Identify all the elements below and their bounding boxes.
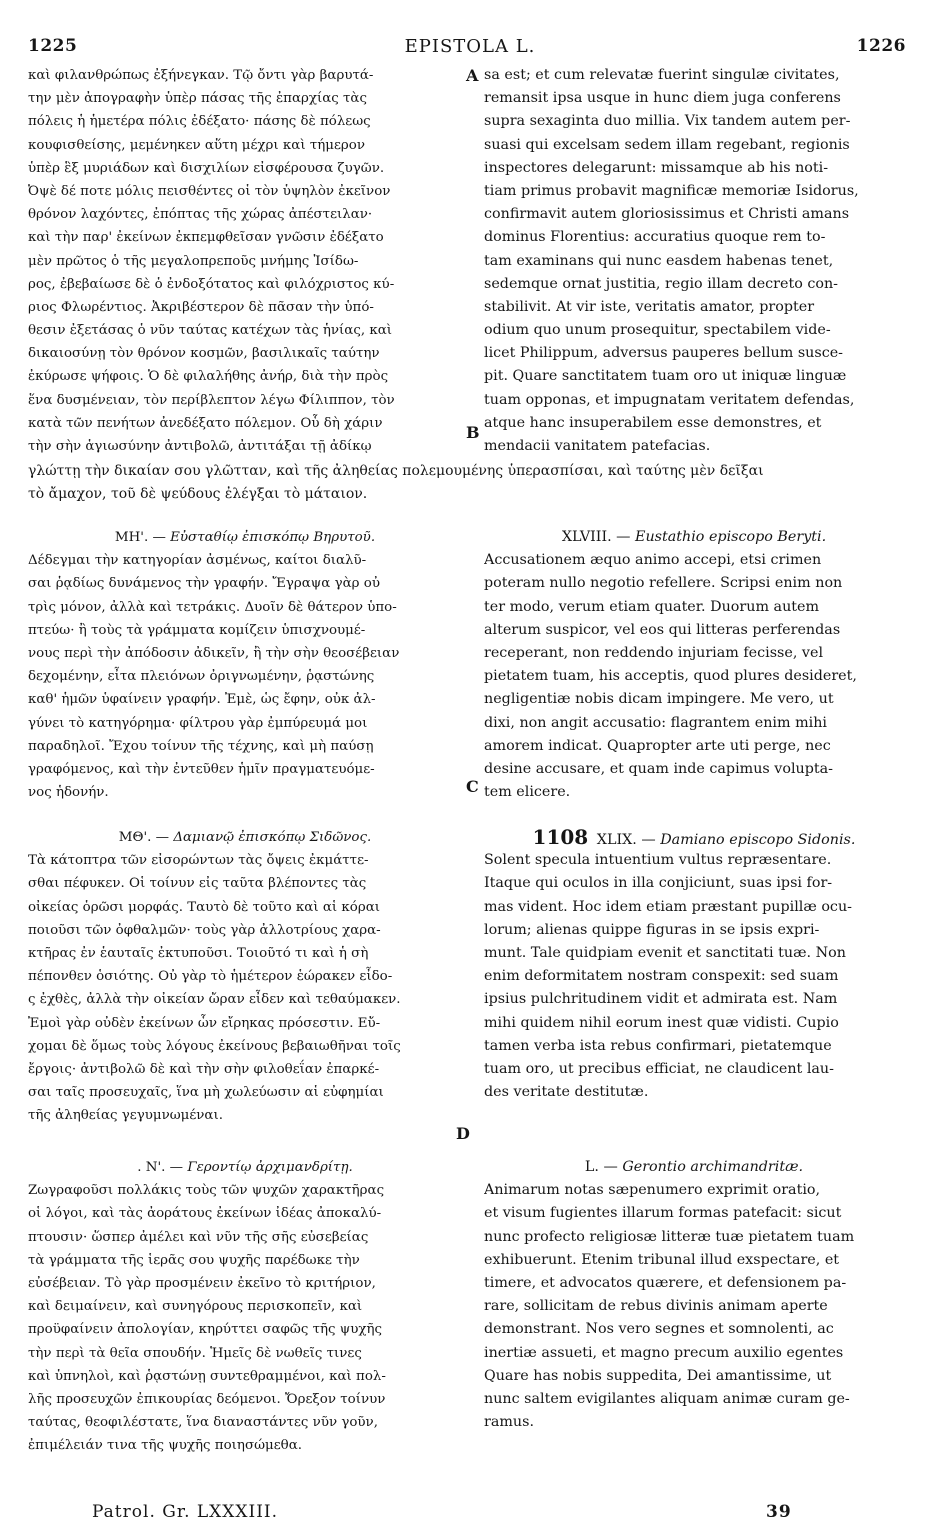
- text-line: timere, et advocatos quærere, et defensionem pa-: [484, 1274, 847, 1291]
- text-line: odium quo unum prosequitur, spectabilem vide-: [484, 322, 831, 339]
- text-line: χομαι δὲ ὅμως τοὺς λόγους ἐκείνους βεβαιωθῆναι τοῖς: [28, 1038, 401, 1054]
- text-line: ὑπὲρ ἓξ μυριάδων καὶ δισχιλίων εἰσφέρουσα ζυγῶν.: [28, 160, 385, 176]
- letter-number: ΜΗ'.: [114, 530, 149, 545]
- text-line: ρος, ἐβεβαίωσε δὲ ὁ ἐνδοξότατος καὶ φιλόχριστος κύ-: [28, 276, 395, 292]
- full-width-line: [28, 460, 908, 506]
- text-line: sa est; et cum relevatæ fuerint singulæ civitates,: [484, 67, 840, 83]
- text-line: καὶ φιλανθρώπως ἐξήνεγκαν. Τῷ ὄντι γὰρ βαρυτά-: [28, 68, 374, 83]
- text-line: ipsius pulchritudinem vidit et admirata est. Nam: [484, 991, 838, 1008]
- text-line: tamen verba ista rebus confirmari, pietatemque: [484, 1037, 832, 1054]
- letter-addressee: Damiano episcopo Sidonis.: [660, 832, 856, 848]
- text-line: exhibuerunt. Etenim tribunal illud exspectare, et: [484, 1251, 840, 1268]
- text-line: dominus Florentius: accuratius quoque rem to-: [484, 229, 826, 246]
- letter-number: XLVIII.: [561, 529, 612, 545]
- text-line: τῆς ἀληθείας γεγυμνωμέναι.: [28, 1108, 223, 1124]
- text-line: πέπονθεν ὁσιότης. Οὐ γὰρ τὸ ἡμέτερον ἑώρακεν εἶδο-: [28, 969, 393, 985]
- text-line: τὴν περὶ τὰ θεῖα σπουδήν. Ἡμεῖς δὲ νωθεῖς τινες: [28, 1345, 362, 1361]
- text-line: nunc profecto religiosæ litteræ tuæ pietatem tuam: [484, 1228, 855, 1245]
- letter-addressee: Δαμιανῷ ἐπισκόπῳ Σιδῶνος.: [173, 830, 372, 845]
- text-line: Accusationem æquo animo accepi, etsi crimen: [484, 552, 822, 569]
- letter-addressee: Εὐσταθίῳ ἐπισκόπῳ Βηρυτοῦ.: [170, 530, 376, 545]
- text-line: πόλεις ἡ ἡμετέρα πόλις ἐδέξατο· πάσης δὲ πόλεως: [28, 114, 371, 130]
- text-line: Ζωγραφοῦσι πολλάκις τοὺς τῶν ψυχῶν χαρακτῆρας: [28, 1183, 385, 1199]
- text-line: γλώττῃ τὴν δικαίαν σου γλῶτταν, καὶ τῆς ἀληθείας πολεμουμένης ὑπερασπίσαι, καὶ ταύτης μὲν δεῖξαι: [28, 463, 764, 479]
- column-number-left: 1225: [28, 36, 78, 56]
- margin-marker-c: C: [466, 777, 479, 796]
- text-line: κτῆρας ἐν ἑαυταῖς ἐκτυποῦσι. Τοιοῦτό τι καὶ ἡ σὴ: [28, 945, 369, 961]
- text-line: πτεύω· ἢ τοὺς τὰ γράμματα κομίζειν ὑπισχνουμέ-: [28, 622, 366, 638]
- letter-48-latin: [484, 526, 904, 804]
- text-line: ἐκύρωσε ψήφοις. Ὁ δὲ φιλαλήθης ἀνήρ, διὰ τὴν πρὸς: [28, 369, 389, 385]
- text-line: Animarum notas sæpenumero exprimit oratio,: [484, 1182, 821, 1199]
- column-number-right: 1226: [856, 36, 906, 56]
- text-line: desine accusare, et quam inde capimus volupta-: [484, 760, 834, 777]
- text-line: demonstrant. Nos vero segnes et somnolenti, ac: [484, 1321, 834, 1338]
- text-line: τὸ ἄμαχον, τοῦ δὲ ψεύδους ἐλέγξαι τὸ μάταιον.: [28, 486, 368, 503]
- letter-heading-greek: . Ν'. — Γεροντίῳ ἀρχιμανδρίτῃ.: [137, 1160, 353, 1175]
- text-line: receperant, non reddendo injuriam fecisse, vel: [484, 644, 824, 661]
- text-line: γύνει τὸ κατηγόρημα· φίλτρου γὰρ ἐμπύρευμά μοι: [28, 715, 368, 731]
- text-line: alterum suspicor, vel eos qui litteras perferendas: [484, 621, 841, 638]
- text-line: sedemque ornat justitia, regio illam decreto con-: [484, 275, 839, 292]
- text-line: γραφόμενος, καὶ τὴν ἐντεῦθεν ἡμῖν πραγματευόμε-: [28, 761, 375, 777]
- text-line: τρὶς μόνον, ἀλλὰ καὶ τετράκις. Δυοῖν δὲ θάτερον ὑπο-: [28, 599, 397, 615]
- letter-48-greek: [28, 526, 462, 804]
- text-line: enim deformitatem nostram conspexit: sed suam: [484, 968, 839, 985]
- text-line: negligentiæ nobis dicam impingere. Me vero, ut: [484, 691, 834, 708]
- text-line: tuam oro, ut precibus efficiat, ne claudicent lau-: [484, 1060, 834, 1077]
- text-line: Solent specula intuentium vultus repræsentare.: [484, 852, 832, 869]
- text-line: nunc saltem evigilantes aliquam animæ curam ge-: [484, 1390, 850, 1407]
- letter-addressee: Γεροντίῳ ἀρχιμανδρίτῃ.: [187, 1160, 353, 1175]
- text-line: mihi quidem nihil eorum inest quæ vidisti. Cupio: [484, 1014, 839, 1031]
- latin-column-top: [484, 64, 904, 458]
- letter-number: XLIX.: [596, 832, 637, 848]
- text-line: rare, sollicitam de rebus divinis animam aperte: [484, 1298, 828, 1315]
- text-line: δεχομένην, εἶτα πλειόνων ὀριγνωμένην, ῥᾳστώνης: [28, 669, 375, 685]
- text-line: ποιοῦσι τῶν ὀφθαλμῶν· τοὺς γὰρ ἀλλοτρίους χαρα-: [28, 922, 381, 938]
- text-line: munt. Tale quidpiam evenit et sanctitati tuæ. Non: [484, 944, 846, 961]
- text-line: tam examinans qui nunc easdem habenas tenet,: [484, 252, 834, 269]
- text-line: προϋφαίνειν ἀπολογίαν, κηρύττει σαφῶς τῆς ψυχῆς: [28, 1322, 383, 1338]
- text-line: Τὰ κάτοπτρα τῶν εἰσορώντων τὰς ὄψεις ἐκμάττε-: [28, 853, 369, 869]
- letter-49-latin: [484, 826, 904, 1104]
- text-line: tiam primus probavit magnificæ memoriæ Isidorus,: [484, 182, 859, 199]
- letter-49-greek: [28, 826, 462, 1127]
- letter-number: . Ν'.: [137, 1160, 166, 1175]
- text-line: dixi, non angit accusatio: flagrantem enim mihi: [484, 714, 827, 731]
- text-line: πτουσιν· ὥσπερ ἀμέλει καὶ νῦν τῆς σῆς εὐσεβείας: [28, 1229, 369, 1245]
- text-line: νους περὶ τὴν ἀπόδοσιν ἀδικεῖν, ἢ τὴν σὴν θεοσέβειαν: [28, 645, 400, 661]
- text-line: des veritate destitutæ.: [484, 1084, 649, 1101]
- text-line: καὶ δειμαίνειν, καὶ συνηγόρους περισκοπεῖν, καὶ: [28, 1299, 363, 1315]
- text-line: atque hanc insuperabilem esse demonstres, et: [484, 414, 822, 431]
- letter-heading-greek: ΜΗ'. — Εὐσταθίῳ ἐπισκόπῳ Βηρυτοῦ.: [114, 530, 376, 545]
- letter-heading-latin: L. — Gerontio archimandritæ.: [584, 1159, 804, 1175]
- text-line: ς ἐχθὲς, ἀλλὰ τὴν οἰκείαν ὤραν εἶδεν καὶ τεθαύμακεν.: [28, 992, 401, 1008]
- text-line: et visum fugientes illarum formas patefacit: sicut: [484, 1205, 842, 1222]
- text-line: ριος Φλωρέντιος. Ἀκριβέστερον δὲ πᾶσαν τὴν ὑπό-: [28, 299, 374, 315]
- greek-column-top: [28, 64, 462, 458]
- text-line: ἕνα δυσμένειαν, τὸν περίβλεπτον λέγω Φίλιππον, τὸν: [28, 392, 395, 408]
- text-line: inertiæ assueti, et magno precum auxilio egentes: [484, 1344, 844, 1361]
- footer-series: Patrol. Gr. LXXXIII.: [92, 1502, 279, 1522]
- margin-marker-a: A: [466, 66, 479, 85]
- text-line: amorem indicat. Quapropter arte uti perge, nec: [484, 737, 831, 754]
- text-line: confirmavit autem gloriosissimus et Christi amans: [484, 206, 850, 223]
- text-line: Δέδεγμαι τὴν κατηγορίαν ἀσμένως, καίτοι διαλῦ-: [28, 553, 367, 569]
- letter-heading-greek: ΜΘ'. — Δαμιανῷ ἐπισκόπῳ Σιδῶνος.: [118, 830, 372, 845]
- letter-heading-latin: 1108 XLIX. — Damiano episcopo Sidonis.: [532, 826, 856, 849]
- letter-number: ΜΘ'.: [118, 830, 152, 845]
- text-line: licet Philippum, adversus pauperes bellum susce-: [484, 345, 843, 362]
- letter-addressee: Gerontio archimandritæ.: [622, 1159, 804, 1175]
- letter-number: L.: [584, 1159, 599, 1175]
- text-line: σθαι πέφυκεν. Οἱ τοίνυν εἰς ταῦτα βλέποντες τὰς: [28, 876, 367, 892]
- text-line: remansit ipsa usque in hunc diem juga conferens: [484, 90, 841, 107]
- text-line: stabilivit. At vir iste, veritatis amator, propter: [484, 298, 815, 315]
- text-line: ἔργοις· ἀντιβολῶ δὲ καὶ τὴν σὴν φιλοθεΐαν ἐπαρκέ-: [28, 1061, 380, 1077]
- text-line: poteram nullo negotio refellere. Scripsi enim non: [484, 575, 843, 592]
- text-line: λῆς προσευχῶν ἐπικουρίας δεόμενοι. Ὄρεξον τοίνυν: [28, 1391, 386, 1407]
- text-line: μὲν πρῶτος ὁ τῆς μεγαλοπρεποῦς μνήμης Ἰσίδω-: [28, 253, 359, 269]
- text-line: καὶ ὑπνηλοὶ, καὶ ῥᾳστώνῃ συντεθραμμένοι, καὶ πολ-: [28, 1368, 386, 1384]
- running-title: EPISTOLA L.: [404, 36, 536, 57]
- text-line: τὴν σὴν ἁγιωσύνην ἀντιβολῶ, ἀντιτάξαι τῇ ἀδίκῳ: [28, 439, 372, 454]
- text-line: σαι ταῖς προσευχαῖς, ἵνα μὴ χωλεύωσιν αἱ εὐφημίαι: [28, 1085, 384, 1101]
- letter-50-latin: [484, 1156, 904, 1434]
- text-line: εὐσέβειαν. Τὸ γὰρ προσμένειν ἐκεῖνο τὸ κριτήριον,: [28, 1275, 376, 1291]
- text-line: παραδηλοῖ. Ἔχου τοίνυν τῆς τέχνης, καὶ μὴ παύσῃ: [28, 738, 374, 754]
- text-line: κατὰ τῶν πενήτων ἀνεδέξατο πόλεμον. Οὗ δὴ χάριν: [28, 415, 383, 431]
- text-line: pietatem tuam, his acceptis, quod plures desideret,: [484, 668, 857, 685]
- text-line: δικαιοσύνῃ τὸν θρόνον κοσμῶν, βασιλικαῖς ταύτην: [28, 346, 380, 362]
- text-line: καθ' ἡμῶν ὑφαίνειν γραφήν. Ἐμὲ, ὡς ἔφην, οὐκ ἀλ-: [28, 692, 376, 708]
- text-line: την μὲν ἀπογραφὴν ὑπὲρ πάσας τῆς ἐπαρχίας τὰς: [28, 91, 367, 107]
- text-line: Ἐμοὶ γὰρ οὐδὲν ἐκείνων ὧν εἴρηκας πρόσεστιν. Εὔ-: [28, 1015, 381, 1031]
- letter-heading-latin: XLVIII. — Eustathio episcopo Beryti.: [561, 529, 827, 545]
- text-line: οἰκείας ὁρῶσι μορφάς. Ταυτὸ δὲ τοῦτο καὶ αἱ κόραι: [28, 899, 380, 915]
- text-line: θεσιν ἐξετάσας ὁ νῦν ταύτας κατέχων τὰς ἡνίας, καὶ: [28, 323, 392, 339]
- margin-marker-b: B: [466, 423, 480, 442]
- text-line: ramus.: [484, 1414, 535, 1431]
- text-line: κουφισθείσης, μεμένηκεν αὕτη μέχρι καὶ τήμερον: [28, 137, 365, 153]
- text-line: pit. Quare sanctitatem tuam oro ut iniquæ linguæ: [484, 368, 847, 385]
- text-line: Quare has nobis suppedita, Dei amantissime, ut: [484, 1367, 832, 1384]
- text-line: lorum; alienas quippe figuras in se ipsis expri-: [484, 921, 820, 938]
- migne-column-number: 1108: [532, 826, 589, 849]
- letter-addressee: Eustathio episcopo Beryti.: [635, 529, 827, 545]
- text-line: τὰ γράμματα τῆς ἱερᾶς σου ψυχῆς παρέδωκε τὴν: [28, 1252, 360, 1268]
- text-line: inspectores delegarunt: missamque ab his noti-: [484, 159, 829, 176]
- margin-marker-d: D: [456, 1124, 470, 1143]
- text-line: νος ἡδονήν.: [28, 785, 109, 801]
- text-line: οἱ λόγοι, καὶ τὰς ἀοράτους ἐκείνων ἰδέας ἀποκαλύ-: [28, 1206, 382, 1222]
- letter-50-greek: [28, 1156, 462, 1457]
- text-line: mendacii vanitatem patefacias.: [484, 438, 711, 454]
- text-line: Itaque qui oculos in illa conjiciunt, suas ipsi for-: [484, 875, 833, 892]
- text-line: suasi qui excelsam sedem illam regebant, regionis: [484, 136, 850, 153]
- text-line: Ὀψὲ δέ ποτε μόλις πεισθέντες οἱ τὸν ὑψηλὸν ἐκεῖνον: [28, 183, 391, 199]
- text-line: tem elicere.: [484, 784, 571, 801]
- footer-sheet-number: 39: [766, 1502, 792, 1522]
- text-line: supra sexaginta duo millia. Vix tandem autem per-: [484, 113, 851, 130]
- text-line: tuam opponas, et impugnatam veritatem defendas,: [484, 391, 855, 408]
- text-line: θρόνον λαχόντες, ἐπόπτας τῆς χώρας ἀπέστειλαν·: [28, 207, 373, 223]
- text-line: mas vident. Hoc idem etiam præstant pupillæ ocu-: [484, 898, 852, 915]
- text-line: ἐπιμέλειάν τινα τῆς ψυχῆς ποιησώμεθα.: [28, 1438, 303, 1454]
- text-line: σαι ῥᾳδίως δυνάμενος τὴν γραφήν. Ἔγραψα γὰρ οὐ: [28, 576, 380, 592]
- text-line: καὶ τὴν παρ' ἐκείνων ἐκπεμφθεῖσαν γνῶσιν ἐδέξατο: [28, 230, 384, 246]
- text-line: ter modo, verum etiam quater. Duorum autem: [484, 598, 820, 615]
- text-line: ταύτας, θεοφιλέστατε, ἵνα διαναστάντες νῦν γοῦν,: [28, 1415, 378, 1431]
